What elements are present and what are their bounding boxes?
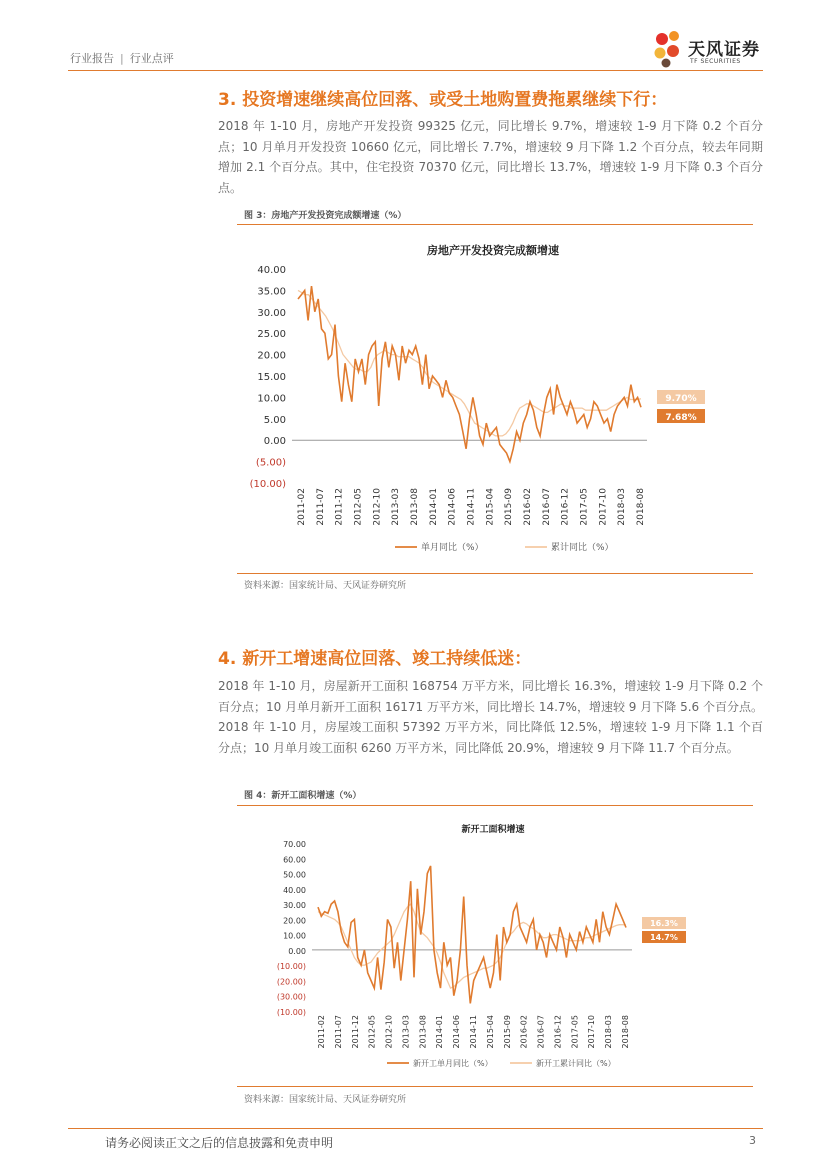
chart2-ytick-label: 70.00 — [283, 840, 306, 849]
chart1-end-label: 9.70% — [665, 394, 697, 404]
section-3-paragraph: 2018 年 1-10 月，房地产开发投资 99325 亿元，同比增长 9.7%，增速较 1-9 月下降 0.2 个百分点；10 月单月开发投资 10660 亿元，同比增长 7.7%，增速较 9 月下降 1.2 个百分点，较去年同期增加 2.1 个百分点。其中，住宅投资 70370 亿元，同比增长 13.7%，增速较 1-9 月下降 0.3 个百分点。 — [218, 119, 763, 195]
section-3-title: 3. 投资增速继续高位回落、或受土地购置费拖累继续下行： — [218, 90, 668, 110]
header-separator: | — [120, 52, 124, 65]
logo-subtitle: TF SECURITIES — [690, 58, 741, 65]
chart2-xtick-label: 2011-07 — [333, 1015, 343, 1049]
chart1-xtick-label: 2017-10 — [598, 488, 609, 526]
footer-divider — [68, 1128, 763, 1129]
chart2-xtick-label: 2013-03 — [401, 1015, 411, 1049]
chart1-xtick-label: 2011-02 — [297, 488, 307, 526]
chart1-legend-label: 单月同比（%） — [421, 543, 484, 553]
chart1-ytick-label: 20.00 — [257, 350, 286, 362]
chart1-ytick-label: 10.00 — [257, 393, 286, 405]
chart1-xtick-label: 2015-04 — [485, 488, 496, 526]
chart2-xtick-label: 2013-08 — [418, 1015, 428, 1049]
chart1-title: 房地产开发投资完成额增速 — [427, 244, 559, 257]
chart2-ytick-label: 20.00 — [283, 916, 306, 926]
chart1-ytick-label: 15.00 — [257, 372, 286, 383]
chart2-xtick-label: 2014-11 — [469, 1015, 478, 1049]
chart1-end-label: 7.68% — [665, 413, 697, 423]
chart1-ytick-label: (10.00) — [249, 479, 286, 490]
logo-name: 天风证券 — [688, 40, 760, 60]
chart2-ytick-label: (20.00) — [276, 977, 306, 987]
chart2-series-monthly-line — [318, 866, 626, 1004]
page-number: 3 — [749, 1134, 756, 1147]
header-report-type: 行业报告 — [70, 52, 114, 65]
section-4-title: 4. 新开工增速高位回落、竣工持续低迷： — [218, 649, 532, 669]
chart2-ytick-label: (10.00) — [276, 962, 306, 972]
chart2-legend-label: 新开工单月同比（%） — [413, 1059, 493, 1068]
figure-4-caption: 图 4：新开工面积增速（%） — [244, 791, 362, 801]
chart2-ytick-label: 10.00 — [283, 931, 306, 941]
figure-4-chart — [237, 810, 753, 1082]
chart1-legend-label: 累计同比（%） — [551, 543, 614, 553]
chart1-xtick-label: 2016-07 — [541, 488, 552, 526]
chart2-ytick-label: 0.00 — [288, 946, 306, 956]
chart1-xtick-label: 2012-10 — [372, 488, 383, 526]
figure-3-bottom-rule — [237, 573, 753, 574]
chart1-xtick-label: 2011-12 — [334, 488, 345, 526]
figure-4-bottom-rule — [237, 1086, 753, 1087]
chart1-ytick-label: 25.00 — [257, 329, 286, 341]
figure-3-top-rule — [237, 224, 753, 225]
chart1-xtick-label: 2017-05 — [579, 488, 590, 526]
chart1-xtick-label: 2014-01 — [428, 488, 439, 526]
chart2-xtick-label: 2011-02 — [317, 1015, 326, 1049]
chart2-ytick-label: 60.00 — [283, 855, 306, 865]
header-divider — [68, 70, 763, 71]
chart1-xtick-label: 2016-12 — [560, 488, 571, 526]
chart1-ytick-label: (5.00) — [255, 457, 286, 469]
chart1-xtick-label: 2014-11 — [466, 488, 477, 526]
chart1-xtick-label: 2014-06 — [447, 488, 458, 526]
chart2-xtick-label: 2017-05 — [570, 1015, 580, 1049]
header-breadcrumb — [70, 50, 174, 66]
chart1-xtick-label: 2013-03 — [391, 488, 402, 526]
chart2-xtick-label: 2018-08 — [621, 1015, 630, 1049]
chart1-ytick-label: 40.00 — [257, 265, 286, 276]
chart2-xtick-label: 2015-04 — [485, 1015, 495, 1049]
chart2-ytick-label: 50.00 — [283, 870, 306, 880]
chart1-xtick-label: 2015-09 — [504, 488, 515, 526]
chart1-xtick-label: 2013-08 — [410, 488, 420, 526]
chart2-xtick-label: 2011-12 — [350, 1015, 360, 1049]
chart1-ytick-label: 35.00 — [257, 286, 286, 298]
chart2-end-label: 14.7% — [650, 933, 678, 942]
chart2-xtick-label: 2018-03 — [604, 1015, 614, 1049]
chart2-end-label: 16.3% — [650, 919, 678, 928]
chart1-ytick-label: 30.00 — [257, 307, 286, 319]
chart1-xtick-label: 2018-08 — [636, 488, 646, 526]
chart2-xtick-label: 2015-09 — [502, 1015, 512, 1049]
section-4-paragraph: 2018 年 1-10 月，房屋新开工面积 168754 万平方米，同比增长 16.3%，增速较 1-9 月下降 0.2 个百分点；10 月单月新开工面积 16171 万平方米，同比增长 14.7%，增速较 9 月下降 5.6 个百分点。2018 年 1-10 月，房屋竣工面积 57392 万平方米，同比降低 12.5%，增速较 1-9 月下降 1.1 个百分点；10 月单月竣工面积 6260 万平方米，同比降低 20.9%，增速较 9 月下降 11.7 个百分点。 — [218, 679, 763, 755]
chart2-ytick-label: (10.00) — [276, 1008, 306, 1017]
chart2-xtick-label: 2016-07 — [536, 1015, 546, 1049]
footer-disclaimer: 请务必阅读正文之后的信息披露和免责申明 — [105, 1136, 334, 1150]
figure-3-caption: 图 3：房地产开发投资完成额增速（%） — [244, 211, 407, 221]
chart1-xtick-label: 2012-05 — [353, 488, 364, 526]
chart2-xtick-label: 2017-10 — [587, 1015, 597, 1049]
figure-4-source: 资料来源：国家统计局、天风证券研究所 — [244, 1095, 407, 1105]
chart2-title: 新开工面积增速 — [461, 825, 525, 835]
figure-3-chart — [237, 230, 753, 570]
chart1-ytick-label: 0.00 — [263, 436, 286, 448]
chart1-xtick-label: 2018-03 — [617, 488, 628, 526]
chart2-ytick-label: 30.00 — [283, 901, 306, 911]
chart2-xtick-label: 2014-06 — [452, 1015, 462, 1049]
figure-4-top-rule — [237, 805, 753, 806]
header-report-subtype: 行业点评 — [129, 52, 174, 65]
figure-3-source: 资料来源：国家统计局、天风证券研究所 — [244, 581, 407, 591]
chart1-xtick-label: 2016-02 — [523, 488, 533, 526]
chart2-xtick-label: 2012-05 — [367, 1015, 377, 1049]
chart2-xtick-label: 2016-02 — [519, 1015, 529, 1049]
chart2-ytick-label: (30.00) — [276, 992, 306, 1002]
chart1-series-monthly-line — [298, 286, 641, 462]
chart2-series-cumulative-line — [318, 904, 626, 988]
chart1-ytick-label: 5.00 — [263, 414, 286, 426]
chart2-xtick-label: 2014-01 — [435, 1015, 445, 1049]
chart2-xtick-label: 2016-12 — [553, 1015, 563, 1049]
chart2-legend-label: 新开工累计同比（%） — [536, 1059, 616, 1068]
chart2-ytick-label: 40.00 — [283, 885, 306, 895]
chart1-xtick-label: 2011-07 — [315, 488, 326, 526]
chart2-xtick-label: 2012-10 — [384, 1015, 394, 1049]
